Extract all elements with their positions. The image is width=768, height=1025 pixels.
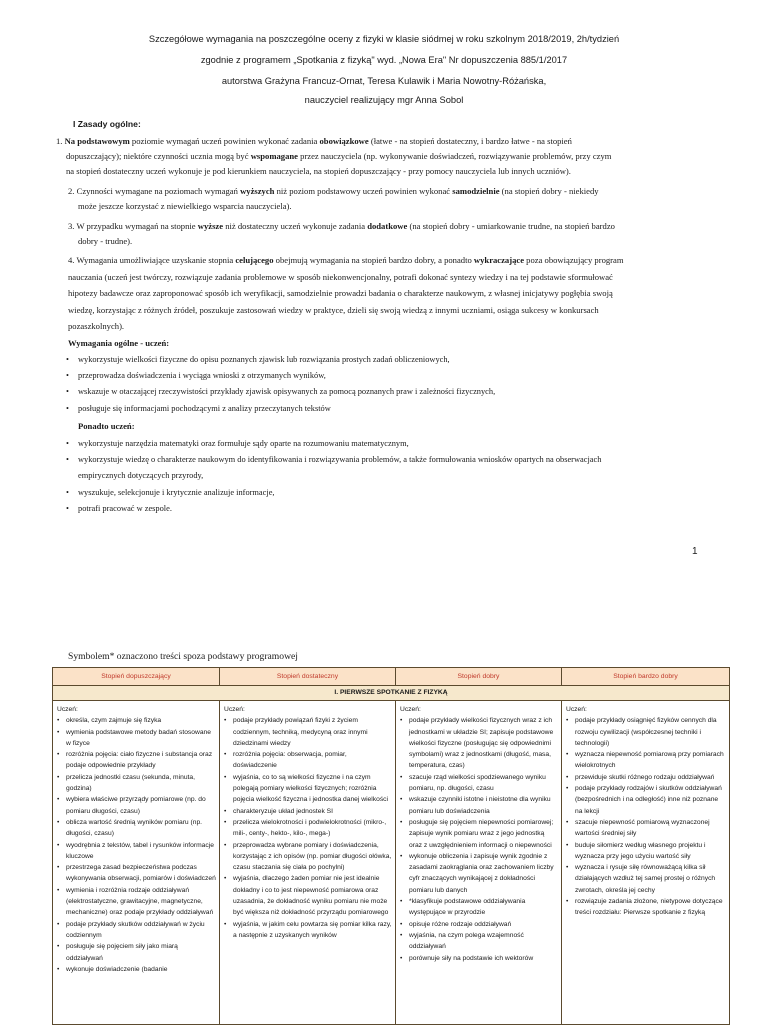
header-grade-3: Stopień dostateczny [220, 668, 396, 686]
list-item: • wyjaśnia, w jakim celu powtarza się pomiar kilka razy, a następnie z uzyskanych wyników [224, 919, 392, 942]
list-item: • opisuje różne rodzaje oddziaływań [400, 919, 558, 930]
list-item: • przeprowadza doświadczenia i wyciąga wnioski z otrzymanych wyników, [66, 371, 326, 381]
requirements-table [52, 667, 730, 1025]
header-grade-2: Stopień dopuszczający [53, 668, 220, 686]
symbol-note: Symbolem* oznaczono treści spoza podstawy programowej [68, 651, 298, 662]
cell-grade-3: Uczeń: • podaje przykłady powiązań fizyki z życiem codziennym, techniką, medycyną oraz innymi dziedzinami wiedzy • rozróżnia pojęcia: obserwacja, pomiar, doświadczenie • wyjaśnia, co to są wielkości fizyczne i na czym polegają pomiary wielkości fizycznych; rozróżnia pojęcia wielkość fizyczna i jednostka danej wielkości • charakteryzuje układ jednostek SI • przelicza wielokrotności i podwielokrotności (mikro-, mili-, centy-, hekto-, kilo-, mega-) • przeprowadza wybrane pomiary i doświadczenia, korzystając z ich opisów (np. pomiar długości ołówka, czasu staczania się ciała po pochylni) • wyjaśnia, dlaczego żaden pomiar nie jest idealnie dokładny i co to jest niepewność pomiarowa oraz uzasadnia, że dokładność wyniku pomiaru nie może być większa niż dokładność przyrządu pomiarowego • wyjaśnia, w jakim celu powtarza się pomiar kilka razy, a następnie z uzyskanych wyników [220, 701, 396, 1025]
list-item: • charakteryzuje układ jednostek SI [224, 806, 392, 817]
list-item: • posługuje się informacjami pochodzącymi z analizy przeczytanych tekstów [66, 403, 331, 413]
list-item: • *klasyfikuje podstawowe oddziaływania występujące w przyrodzie [400, 896, 558, 919]
header-line-1: Szczegółowe wymagania na poszczególne oceny z fizyki w klasie siódmej w roku szkolnym 2018/2019, 2h/tydzień [148, 34, 620, 44]
list-item: • posługuje się pojęciem niepewności pomiarowej; zapisuje wynik pomiaru wraz z jego jednostką oraz z uwzględnieniem informacji o niepewności [400, 817, 558, 851]
rule-3: 3. W przypadku wymagań na stopnie wyższe niż dostateczny uczeń wykonuje zadania dodatkowe (na stopień dobry - umiarkowanie trudne, na stopień bardzo dobry - trudne). [68, 221, 615, 246]
list-item: • szacuje niepewność pomiarową wyznaczonej wartości średniej siły [566, 817, 726, 840]
beyond-title: Ponadto uczeń: [78, 421, 135, 431]
list-item: • przelicza wielokrotności i podwielokrotności (mikro-, mili-, centy-, hekto-, kilo-, mega-) [224, 817, 392, 840]
list-item: • podaje przykłady skutków oddziaływań w życiu codziennym [57, 919, 216, 942]
list-item: • podaje przykłady rodzajów i skutków oddziaływań (bezpośrednich i na odległość) inne niż poznane na lekcji [566, 783, 726, 817]
list-item: • wykorzystuje wiedzę o charakterze naukowym do identyfikowania i rozwiązywania problemów, a także formułowania wniosków opartych na obserwacjach [66, 455, 602, 465]
header-line-4: nauczyciel realizujący mgr Anna Sobol [304, 95, 464, 105]
rule-4: 4. Wymagania umożliwiające uzyskanie stopnia celującego obejmują wymagania na stopień bardzo dobry, a ponadto wykraczające poza obowiązujący program nauczania (uczeń jest twórczy, rozwiązuje zadania problemowe w sposób niekonwencjonalny, potrafi dokonać syntezy wiedzy i na tej podstawie sformułować hipotezy badawcze oraz zaproponować sposób ich weryfikacji, samodzielnie prowadzi badania o charakterze naukowym, z własnej inicjatywy pogłębia swoją wiedzę, korzystając z różnych źródeł, poszukuje zastosowań wiedzy w praktyce, dzieli się swoją wiedzą z innymi uczniami, osiąga sukcesy w konkursach pozaszkolnych). [68, 255, 624, 332]
general-list [66, 352, 716, 417]
beyond-list [66, 436, 716, 517]
cell-grade-5: Uczeń: • podaje przykłady osiągnięć fizyków cennych dla rozwoju cywilizacji (współczesnej techniki i technologii) • wyznacza niepewność pomiarową przy pomiarach wielokrotnych • przewiduje skutki różnego rodzaju oddziaływań • podaje przykłady rodzajów i skutków oddziaływań (bezpośrednich i na odległość) inne niż poznane na lekcji • szacuje niepewność pomiarową wyznaczonej wartości średniej siły • buduje siłomierz według własnego projektu i wyznacza przy jego użyciu wartość siły • wyznacza i rysuje siłę równoważącą kilka sił działających wzdłuż tej samej prostej o różnych zwrotach, określa jej cechy • rozwiązuje zadania złożone, nietypowe dotyczące treści rozdziału: Pierwsze spotkanie z fizyką [562, 701, 730, 1025]
list-item: • podaje przykłady powiązań fizyki z życiem codziennym, techniką, medycyną oraz innymi dziedzinami wiedzy [224, 715, 392, 749]
list-item: • podaje przykłady wielkości fizycznych wraz z ich jednostkami w układzie SI; zapisuje podstawowe wielkości fizyczne (posługując się odpowiednimi symbolami) wraz z jednostkami (długość, masa, temperatura, czas) [400, 715, 558, 771]
list-item: • przewiduje skutki różnego rodzaju oddziaływań [566, 772, 726, 783]
list-item: • podaje przykłady osiągnięć fizyków cennych dla rozwoju cywilizacji (współczesnej techniki i technologii) [566, 715, 726, 749]
header-line-2: zgodnie z programem „Spotkania z fizyką" wyd. „Nowa Era" Nr dopuszczenia 885/1/2017 [200, 55, 568, 65]
table-row [53, 701, 730, 1025]
list-item: • wyjaśnia, na czym polega wzajemność oddziaływań [400, 930, 558, 953]
list-item: • wskazuje czynniki istotne i nieistotne dla wyniku pomiaru lub doświadczenia [400, 794, 558, 817]
list-item: • rozwiązuje zadania złożone, nietypowe dotyczące treści rozdziału: Pierwsze spotkanie z fizyką [566, 896, 726, 919]
list-item: • przelicza jednostki czasu (sekunda, minuta, godzina) [57, 772, 216, 795]
list-item: • porównuje siły na podstawie ich wektorów [400, 953, 558, 964]
header-line-3: autorstwa Grażyna Francuz-Ornat, Teresa Kulawik i Maria Nowotny-Różańska, [221, 76, 547, 86]
list-item: • wyznacza niepewność pomiarową przy pomiarach wielokrotnych [566, 749, 726, 772]
list-item-continued: empirycznych dotyczących przyrody, [78, 471, 204, 481]
list-item: • szacuje rząd wielkości spodziewanego wyniku pomiaru, np. długości, czasu [400, 772, 558, 795]
table-header-row [53, 668, 730, 686]
rule-2: 2. Czynności wymagane na poziomach wymagań wyższych niż poziom podstawowy uczeń powinien wykonać samodzielnie (na stopień dobry - niekiedy może jeszcze korzystać z niewielkiego wsparcia nauczyciela). [68, 186, 599, 211]
list-item: • przeprowadza wybrane pomiary i doświadczenia, korzystając z ich opisów (np. pomiar długości ołówka, czasu staczania się ciała po pochylni) [224, 840, 392, 874]
list-item: • potrafi pracować w zespole. [66, 503, 172, 513]
cell-grade-4: Uczeń: • podaje przykłady wielkości fizycznych wraz z ich jednostkami w układzie SI; zapisuje podstawowe wielkości fizyczne (posługując się odpowiednimi symbolami) wraz z jednostkami (długość, masa, temperatura, czas) • szacuje rząd wielkości spodziewanego wyniku pomiaru, np. długości, czasu • wskazuje czynniki istotne i nieistotne dla wyniku pomiaru lub doświadczenia • posługuje się pojęciem niepewności pomiarowej; zapisuje wynik pomiaru wraz z jego jednostką oraz z uwzględnieniem informacji o niepewności • wykonuje obliczenia i zapisuje wynik zgodnie z zasadami zaokrąglania oraz zachowaniem liczby cyfr znaczących wynikającej z dokładności pomiaru lub danych • *klasyfikuje podstawowe oddziaływania występujące w przyrodzie • opisuje różne rodzaje oddziaływań • wyjaśnia, na czym polega wzajemność oddziaływań • porównuje siły na podstawie ich wektorów [396, 701, 562, 1025]
list-item: • wskazuje w otaczającej rzeczywistości przykłady zjawisk opisywanych za pomocą poznanych praw i zależności fizycznych, [66, 387, 496, 397]
list-item: • wyjaśnia, co to są wielkości fizyczne i na czym polegają pomiary wielkości fizycznych; rozróżnia pojęcia wielkość fizyczna i jednostka danej wielkości [224, 772, 392, 806]
general-title: Wymagania ogólne - uczeń: [68, 338, 170, 348]
section-heading: I. PIERWSZE SPOTKANIE Z FIZYKĄ [53, 686, 730, 701]
list-item: • wyszukuje, selekcjonuje i krytycznie analizuje informacje, [66, 487, 275, 497]
list-item: • wykorzystuje narzędzia matematyki oraz formułuje sądy oparte na rozumowaniu matematycznym, [66, 439, 409, 448]
list-item: • wykonuje doświadczenie (badanie [57, 964, 216, 975]
page-number: 1 [692, 546, 698, 557]
section-row [53, 686, 730, 701]
list-item: • posługuje się pojęciem siły jako miarą oddziaływań [57, 941, 216, 964]
header-grade-5: Stopień bardzo dobry [562, 668, 730, 686]
rule-1: 1. Na podstawowym poziomie wymagań uczeń powinien wykonać zadania obowiązkowe (łatwe - na stopień dostateczny, i bardzo łatwe - na stopień dopuszczający); niektóre czynności ucznia mogą być wspomagane przez nauczyciela (np. wykonywanie doświadczeń, rozwiązywanie problemów, przy czym na stopień dostateczny uczeń wykonuje je pod kierunkiem nauczyciela, na stopień dopuszczający - przy pomocy nauczyciela lub innych uczniów). [56, 136, 612, 176]
list-item: • oblicza wartość średnią wyników pomiaru (np. długości, czasu) [57, 817, 216, 840]
list-item: • wykonuje obliczenia i zapisuje wynik zgodnie z zasadami zaokrąglania oraz zachowaniem liczby cyfr znaczących wynikającej z dokładności pomiaru lub danych [400, 851, 558, 896]
list-item: • rozróżnia pojęcia: obserwacja, pomiar, doświadczenie [224, 749, 392, 772]
section-title: I Zasady ogólne: [73, 119, 141, 129]
list-item: • wymienia podstawowe metody badań stosowane w fizyce [57, 727, 216, 750]
list-item: • rozróżnia pojęcia: ciało fizyczne i substancja oraz podaje odpowiednie przykłady [57, 749, 216, 772]
list-item: • wymienia i rozróżnia rodzaje oddziaływań (elektrostatyczne, grawitacyjne, magnetyczne, mechaniczne) oraz podaje przykłady oddziaływań [57, 885, 216, 919]
cell-grade-2: Uczeń: • określa, czym zajmuje się fizyka • wymienia podstawowe metody badań stosowane w fizyce • rozróżnia pojęcia: ciało fizyczne i substancja oraz podaje odpowiednie przykłady • przelicza jednostki czasu (sekunda, minuta, godzina) • wybiera właściwe przyrządy pomiarowe (np. do pomiaru długości, czasu) • oblicza wartość średnią wyników pomiaru (np. długości, czasu) • wyodrębnia z tekstów, tabel i rysunków informacje kluczowe • przestrzega zasad bezpieczeństwa podczas wykonywania obserwacji, pomiarów i doświadczeń • wymienia i rozróżnia rodzaje oddziaływań (elektrostatyczne, grawitacyjne, magnetyczne, mechaniczne) oraz podaje przykłady oddziaływań • podaje przykłady skutków oddziaływań w życiu codziennym • posługuje się pojęciem siły jako miarą oddziaływań • wykonuje doświadczenie (badanie [53, 701, 220, 1025]
header-grade-4: Stopień dobry [396, 668, 562, 686]
list-item: • buduje siłomierz według własnego projektu i wyznacza przy jego użyciu wartość siły [566, 840, 726, 863]
list-item: • wyodrębnia z tekstów, tabel i rysunków informacje kluczowe [57, 840, 216, 863]
list-item: • przestrzega zasad bezpieczeństwa podczas wykonywania obserwacji, pomiarów i doświadczeń [57, 862, 216, 885]
list-item: • wyznacza i rysuje siłę równoważącą kilka sił działających wzdłuż tej samej prostej o różnych zwrotach, określa jej cechy [566, 862, 726, 896]
list-item: • wybiera właściwe przyrządy pomiarowe (np. do pomiaru długości, czasu) [57, 794, 216, 817]
list-item: • wyjaśnia, dlaczego żaden pomiar nie jest idealnie dokładny i co to jest niepewność pomiarowa oraz uzasadnia, że dokładność wyniku pomiaru nie może być większa niż dokładność przyrządu pomiarowego [224, 873, 392, 918]
list-item: • wykorzystuje wielkości fizyczne do opisu poznanych zjawisk lub rozwiązania prostych zadań obliczeniowych, [66, 355, 450, 364]
list-item: • określa, czym zajmuje się fizyka [57, 715, 216, 726]
